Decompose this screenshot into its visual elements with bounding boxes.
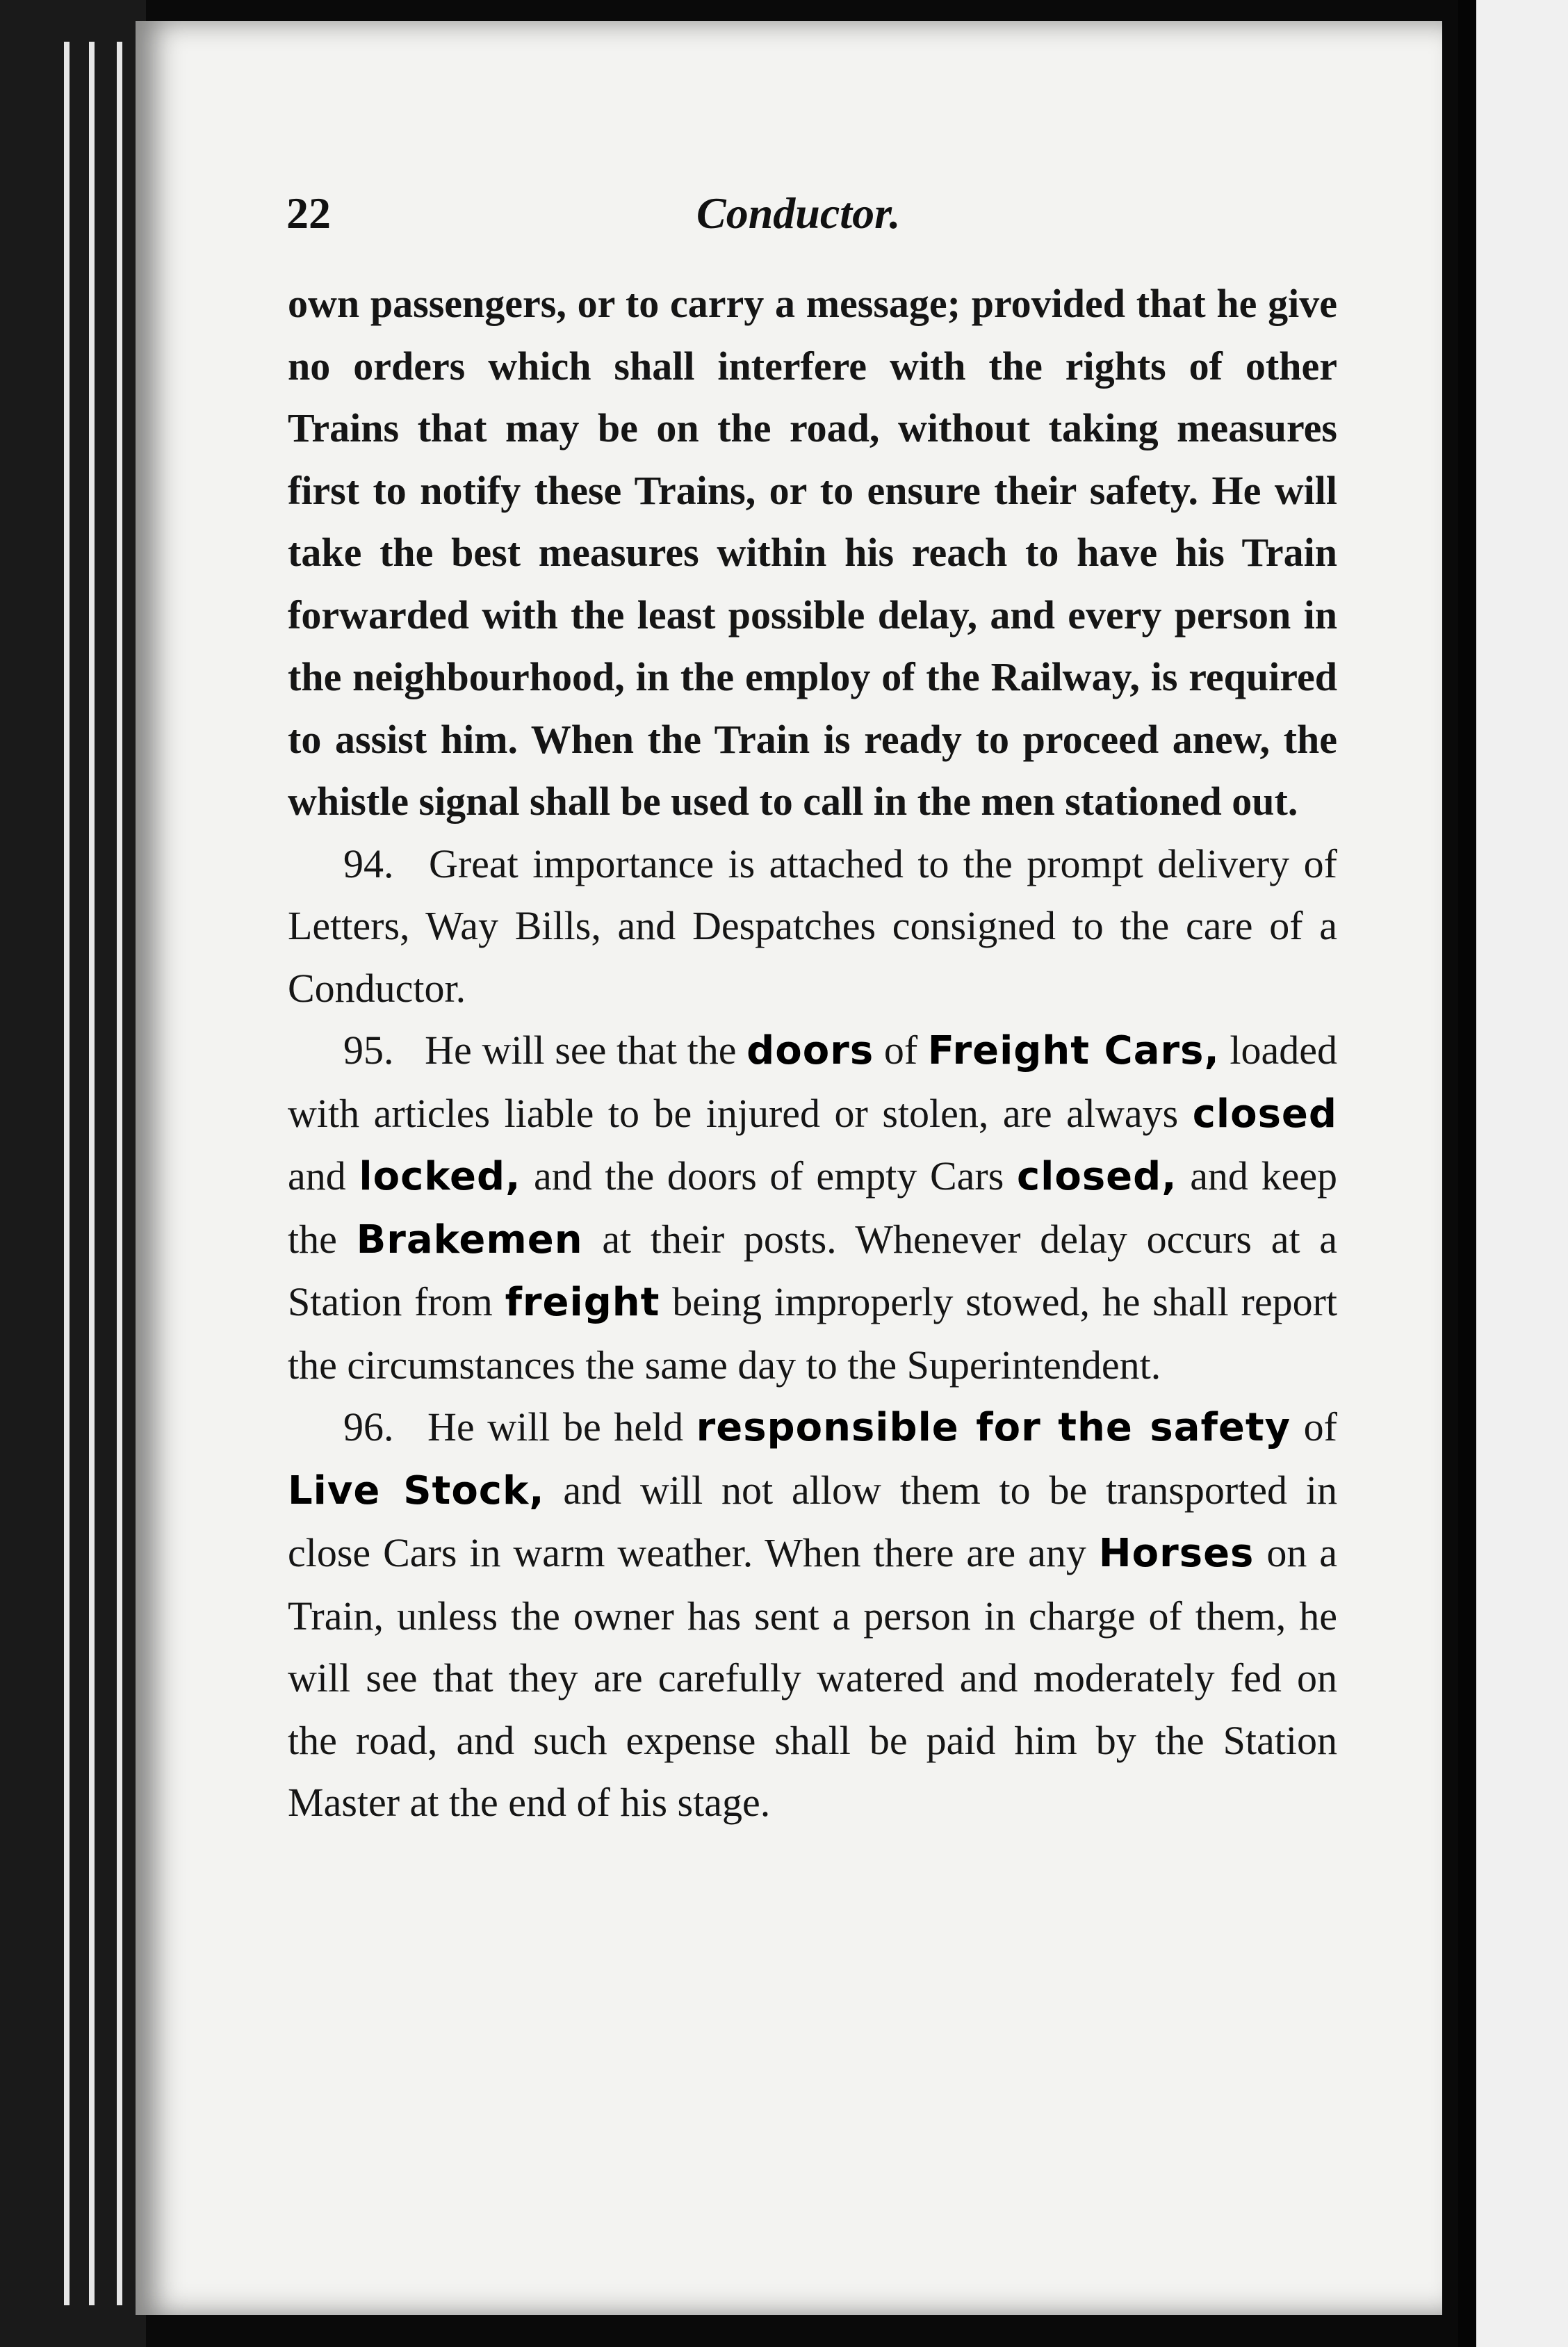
- text-run: loaded with articles liable to be injured or stolen, are always: [288, 1028, 1338, 1136]
- page-header: [286, 188, 1336, 264]
- text-run: at their posts. Whenever delay occurs at a Station from: [288, 1216, 1338, 1324]
- body-text: [288, 273, 1337, 1834]
- text-run: He will be held: [427, 1404, 684, 1449]
- spine-line: [64, 42, 70, 2305]
- emphasis: closed,: [1016, 1154, 1177, 1199]
- paragraph-text: Great importance is attached to the prompt delivery of Letters, Way Bills, and Despatches consigned to the care of a Conductor.: [288, 840, 1337, 1011]
- emphasis: freight: [505, 1280, 660, 1325]
- paragraph-96: [288, 1396, 1337, 1834]
- emphasis: Horses: [1098, 1531, 1255, 1576]
- scan-right-edge: [1458, 0, 1568, 2347]
- text-run: of: [1303, 1404, 1337, 1449]
- text-run: and keep the: [288, 1153, 1338, 1262]
- text-run: being improperly stowed, he shall report the circumstances the same day to the Superintendent.: [288, 1279, 1337, 1388]
- text-run: of: [883, 1028, 918, 1073]
- emphasis: doors: [746, 1028, 874, 1073]
- text-run: and: [288, 1153, 346, 1199]
- page-number: 22: [286, 188, 331, 238]
- emphasis: locked,: [359, 1154, 521, 1199]
- paragraph-95: [288, 1019, 1337, 1396]
- scan-left-edge: [0, 0, 146, 2347]
- paragraph-number: 95.: [343, 1028, 394, 1073]
- emphasis: responsible for the safety: [696, 1405, 1291, 1450]
- paragraph-94: [288, 833, 1337, 1020]
- paragraph-number: 96.: [343, 1404, 394, 1449]
- spine-line: [117, 42, 122, 2305]
- emphasis: closed: [1192, 1091, 1337, 1137]
- emphasis: Live Stock,: [288, 1468, 545, 1513]
- running-head: Conductor.: [696, 188, 901, 238]
- text-run: He will see that the: [425, 1028, 737, 1073]
- paragraph-number: 94.: [343, 840, 394, 886]
- paragraph-continued: [288, 273, 1337, 833]
- paragraph-text: own passengers, or to carry a message; provided that he give no orders which shall interfere with the rights of other Trains that may be on the road, without taking measures first to notify these Trains, or to ensure their safety. He will take the best measures within his reach to have his Train forwarded with the least possible delay, and every person in the neighbourhood, in the employ of the Railway, is required to assist him. When the Train is ready to proceed anew, the whistle signal shall be used to call in the men stationed out.: [288, 281, 1337, 824]
- spine-line: [89, 42, 95, 2305]
- text-run: and will not allow them to be transported in close Cars in warm weather. When there are any: [288, 1467, 1337, 1575]
- text-run: on a Train, unless the owner has sent a person in charge of them, he will see that they are carefully watered and moderately fed on the road, and such expense shall be paid him by the Station Master at the end of his stage.: [288, 1530, 1338, 1825]
- emphasis: Freight Cars,: [927, 1028, 1220, 1073]
- emphasis: Brakemen: [356, 1217, 583, 1262]
- text-run: and the doors of empty Cars: [534, 1153, 1004, 1199]
